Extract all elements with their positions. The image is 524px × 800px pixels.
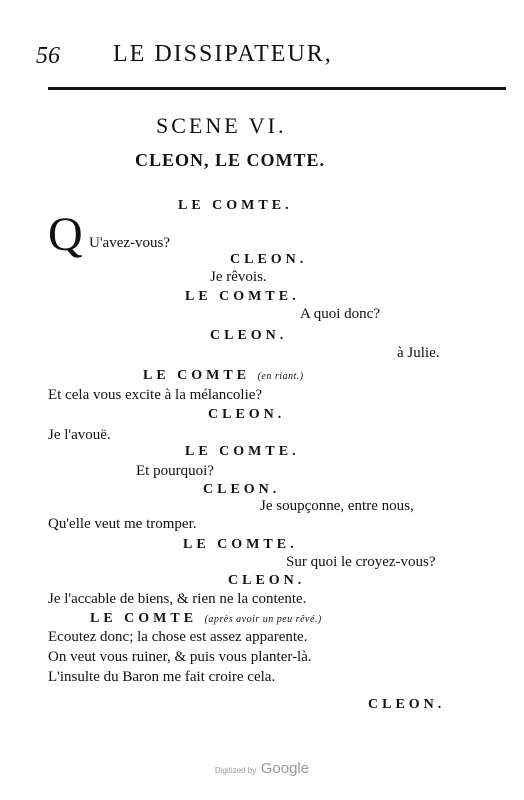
dialogue-line: Et pourquoi?: [136, 463, 214, 479]
dialogue-line: Et cela vous excite à la mélancolie?: [48, 387, 263, 403]
dialogue-line: L'insulte du Baron me fait croire cela.: [48, 669, 276, 685]
drop-cap: Q: [48, 208, 83, 261]
watermark-prefix: Digitized by: [214, 766, 257, 775]
dialogue-line: Je l'avouë.: [48, 427, 111, 443]
speaker-label: LE COMTE (en riant.): [143, 368, 304, 383]
dialogue-line: U'avez-vous?: [89, 235, 170, 251]
dialogue-line: On veut vous ruiner, & puis vous planter-là.: [48, 649, 312, 665]
speaker-label: LE COMTE.: [178, 198, 293, 213]
speaker-label: CLEON.: [208, 407, 286, 422]
dialogue-line: Ecoutez donc; la chose est assez apparente.: [48, 629, 308, 645]
speaker-label: CLEON.: [203, 482, 281, 497]
page-number: 56: [36, 43, 60, 69]
dialogue-line: Qu'elle veut me tromper.: [48, 516, 197, 532]
dialogue-line: à Julie.: [397, 345, 440, 361]
speaker-label: LE COMTE.: [185, 444, 300, 459]
running-title: LE DISSIPATEUR,: [113, 41, 333, 67]
dialogue-line: Je rêvois.: [210, 269, 267, 285]
speaker-label: CLEON.: [230, 252, 308, 267]
header-rule: [48, 87, 506, 90]
speaker-label: CLEON.: [368, 697, 446, 712]
scene-characters: CLEON, LE COMTE.: [135, 150, 326, 170]
dialogue-line: Je l'accable de biens, & rien ne la contente.: [48, 591, 307, 607]
dialogue-line: Sur quoi le croyez-vous?: [286, 554, 436, 570]
speaker-label: CLEON.: [210, 328, 288, 343]
scene-title: SCENE VI.: [156, 113, 287, 138]
dialogue-line: A quoi donc?: [300, 306, 380, 322]
speaker-label: LE COMTE.: [183, 537, 298, 552]
speaker-label: LE COMTE (après avoir un peu rêvé.): [90, 611, 322, 626]
watermark-brand: Google: [260, 760, 310, 777]
speaker-label: CLEON.: [228, 573, 306, 588]
digitization-watermark: [0, 760, 524, 778]
stage-direction: (en riant.): [257, 371, 304, 382]
speaker-label: LE COMTE.: [185, 289, 300, 304]
dialogue-line: Je soupçonne, entre nous,: [260, 498, 414, 514]
stage-direction: (après avoir un peu rêvé.): [204, 614, 322, 625]
